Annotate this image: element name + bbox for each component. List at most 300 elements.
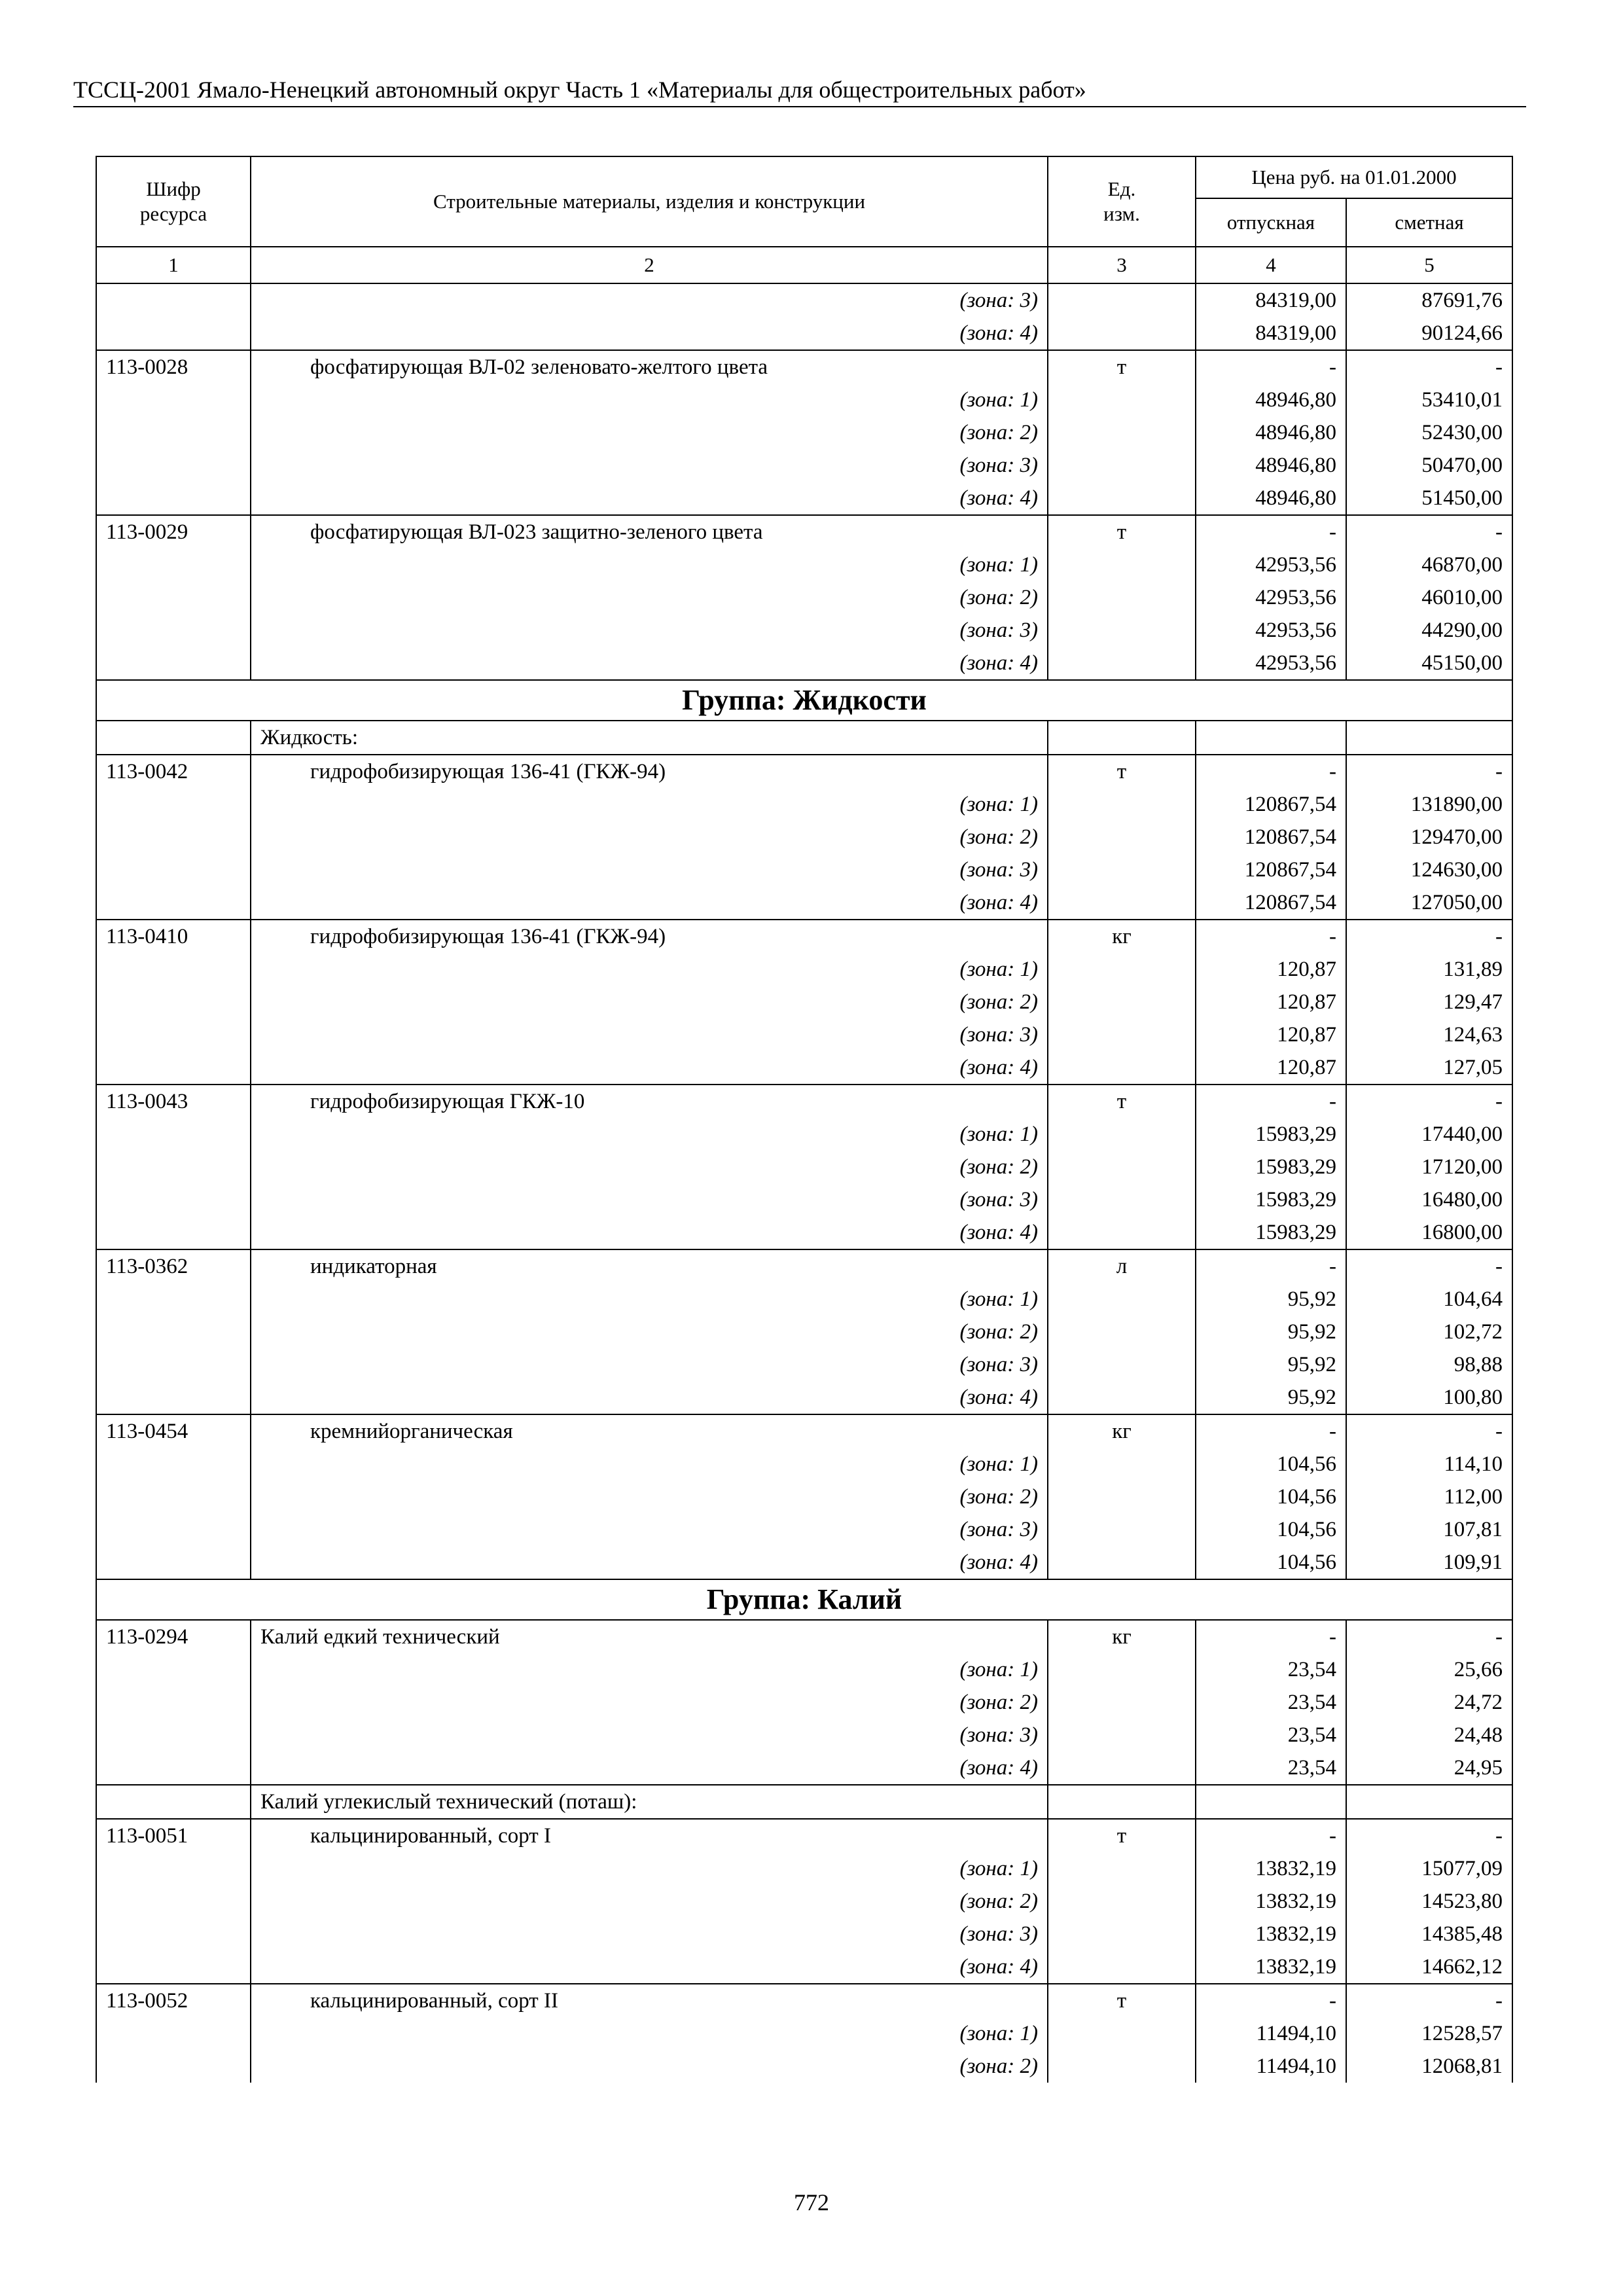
unit-cell (1048, 1448, 1196, 1480)
material-name: кальцинированный, сорт II (251, 1984, 1048, 2017)
code-cell (96, 2017, 251, 2050)
zone-row (96, 1751, 1512, 1785)
unit-cell: кг (1048, 1414, 1196, 1448)
estimate-price: 24,72 (1346, 1686, 1512, 1719)
code-cell (96, 953, 251, 986)
release-price: - (1196, 920, 1346, 953)
unit-cell (1048, 886, 1196, 920)
zone-row (96, 853, 1512, 886)
code-cell (96, 581, 251, 614)
zone-row (96, 1719, 1512, 1751)
zone-row (96, 986, 1512, 1018)
unit-cell (1048, 1686, 1196, 1719)
unit-cell (1048, 384, 1196, 416)
resource-code: 113-0028 (96, 350, 251, 384)
zone-row (96, 788, 1512, 821)
release-price: 104,56 (1196, 1513, 1346, 1546)
release-price: 104,56 (1196, 1448, 1346, 1480)
zone-row (96, 647, 1512, 680)
code-cell (96, 1348, 251, 1381)
item-row (96, 1819, 1512, 1852)
zone-label: (зона: 3) (251, 1719, 1048, 1751)
zone-row (96, 384, 1512, 416)
header-price-release: отпускная (1196, 198, 1346, 247)
zone-row (96, 1918, 1512, 1950)
release-price: 15983,29 (1196, 1183, 1346, 1216)
estimate-price (1346, 1785, 1512, 1819)
estimate-price: 124630,00 (1346, 853, 1512, 886)
resource-code: 113-0362 (96, 1249, 251, 1283)
zone-label: (зона: 1) (251, 1283, 1048, 1316)
release-price: 23,54 (1196, 1719, 1346, 1751)
material-name: кальцинированный, сорт I (251, 1819, 1048, 1852)
code-cell (96, 614, 251, 647)
zone-label: (зона: 1) (251, 1448, 1048, 1480)
release-price: 120,87 (1196, 953, 1346, 986)
zone-label: (зона: 4) (251, 647, 1048, 680)
zone-label: (зона: 1) (251, 2017, 1048, 2050)
unit-cell (1048, 853, 1196, 886)
release-price: - (1196, 1249, 1346, 1283)
estimate-price: 16480,00 (1346, 1183, 1512, 1216)
subcategory-row (96, 721, 1512, 755)
estimate-price: - (1346, 755, 1512, 788)
release-price: 11494,10 (1196, 2017, 1346, 2050)
zone-row (96, 1051, 1512, 1085)
code-cell (96, 1751, 251, 1785)
estimate-price: 129470,00 (1346, 821, 1512, 853)
code-cell (96, 1785, 251, 1819)
estimate-price: 50470,00 (1346, 449, 1512, 482)
material-name: Калий едкий технический (251, 1620, 1048, 1653)
header-col-number-1: 1 (96, 247, 251, 283)
zone-label: (зона: 3) (251, 283, 1048, 317)
release-price: 42953,56 (1196, 548, 1346, 581)
item-row (96, 515, 1512, 548)
material-name: фосфатирующая ВЛ-02 зеленовато-желтого цвета (251, 350, 1048, 384)
estimate-price: 127050,00 (1346, 886, 1512, 920)
code-cell (96, 317, 251, 350)
code-cell (96, 788, 251, 821)
release-price: 48946,80 (1196, 449, 1346, 482)
unit-cell (1048, 1950, 1196, 1984)
estimate-price: 24,95 (1346, 1751, 1512, 1785)
estimate-price: - (1346, 1819, 1512, 1852)
unit-cell (1048, 1480, 1196, 1513)
unit-cell (1048, 1885, 1196, 1918)
resource-code: 113-0042 (96, 755, 251, 788)
zone-row (96, 2017, 1512, 2050)
zone-label: (зона: 2) (251, 1316, 1048, 1348)
subcategory-label: Жидкость: (251, 721, 1048, 755)
zone-row (96, 548, 1512, 581)
zone-label: (зона: 4) (251, 1546, 1048, 1579)
item-row (96, 1414, 1512, 1448)
unit-cell (1048, 1653, 1196, 1686)
price-table (96, 156, 1513, 2083)
estimate-price: 25,66 (1346, 1653, 1512, 1686)
code-cell (96, 886, 251, 920)
resource-code: 113-0454 (96, 1414, 251, 1448)
unit-cell (1048, 1852, 1196, 1885)
zone-row (96, 449, 1512, 482)
zone-label: (зона: 3) (251, 449, 1048, 482)
item-row (96, 1984, 1512, 2017)
estimate-price: 17440,00 (1346, 1118, 1512, 1151)
estimate-price: 87691,76 (1346, 283, 1512, 317)
unit-cell (1048, 548, 1196, 581)
release-price: - (1196, 755, 1346, 788)
material-name: гидрофобизирующая 136-41 (ГКЖ-94) (251, 755, 1048, 788)
code-cell (96, 1885, 251, 1918)
zone-row (96, 1316, 1512, 1348)
zone-label: (зона: 4) (251, 1051, 1048, 1085)
code-cell (96, 853, 251, 886)
item-row (96, 1085, 1512, 1118)
zone-label: (зона: 3) (251, 1183, 1048, 1216)
unit-cell (1048, 2017, 1196, 2050)
header-unit: Ед. изм. (1048, 156, 1196, 247)
code-cell (96, 548, 251, 581)
estimate-price: 16800,00 (1346, 1216, 1512, 1249)
zone-label: (зона: 2) (251, 2050, 1048, 2083)
unit-cell (1048, 1183, 1196, 1216)
zone-row (96, 1950, 1512, 1984)
release-price: 104,56 (1196, 1546, 1346, 1579)
unit-cell (1048, 953, 1196, 986)
estimate-price: 127,05 (1346, 1051, 1512, 1085)
unit-cell (1048, 1018, 1196, 1051)
estimate-price: 107,81 (1346, 1513, 1512, 1546)
release-price: 120,87 (1196, 1051, 1346, 1085)
unit-cell (1048, 2050, 1196, 2083)
unit-cell (1048, 1719, 1196, 1751)
header-col-number-4: 4 (1196, 247, 1346, 283)
zone-label: (зона: 4) (251, 317, 1048, 350)
unit-cell (1048, 416, 1196, 449)
release-price: 42953,56 (1196, 647, 1346, 680)
zone-label: (зона: 1) (251, 953, 1048, 986)
release-price: 48946,80 (1196, 384, 1346, 416)
zone-label: (зона: 1) (251, 548, 1048, 581)
release-price: 23,54 (1196, 1653, 1346, 1686)
table-header (96, 156, 1512, 283)
zone-label: (зона: 2) (251, 1151, 1048, 1183)
release-price: 42953,56 (1196, 614, 1346, 647)
item-row (96, 755, 1512, 788)
release-price: 11494,10 (1196, 2050, 1346, 2083)
zone-row (96, 1686, 1512, 1719)
zone-label: (зона: 4) (251, 482, 1048, 515)
release-price: 15983,29 (1196, 1216, 1346, 1249)
zone-label: (зона: 2) (251, 821, 1048, 853)
estimate-price: 53410,01 (1346, 384, 1512, 416)
unit-cell: кг (1048, 920, 1196, 953)
code-cell (96, 1686, 251, 1719)
unit-cell (1048, 1118, 1196, 1151)
code-cell (96, 1151, 251, 1183)
unit-cell (1048, 1283, 1196, 1316)
code-cell (96, 1513, 251, 1546)
zone-label: (зона: 3) (251, 853, 1048, 886)
code-cell (96, 821, 251, 853)
zone-row (96, 953, 1512, 986)
unit-cell (1048, 721, 1196, 755)
release-price: 120,87 (1196, 1018, 1346, 1051)
estimate-price: 131890,00 (1346, 788, 1512, 821)
estimate-price: 14385,48 (1346, 1918, 1512, 1950)
release-price: 95,92 (1196, 1381, 1346, 1414)
unit-cell (1048, 1546, 1196, 1579)
unit-cell (1048, 1316, 1196, 1348)
header-code: Шифр ресурса (96, 156, 251, 247)
header-col-number-3: 3 (1048, 247, 1196, 283)
zone-label: (зона: 2) (251, 416, 1048, 449)
unit-cell (1048, 283, 1196, 317)
zone-row (96, 1118, 1512, 1151)
release-price: 120,87 (1196, 986, 1346, 1018)
estimate-price: - (1346, 920, 1512, 953)
code-cell (96, 1448, 251, 1480)
release-price: 95,92 (1196, 1348, 1346, 1381)
code-cell (96, 1852, 251, 1885)
release-price: 15983,29 (1196, 1118, 1346, 1151)
header-price-estimate: сметная (1346, 198, 1512, 247)
header-col-number-5: 5 (1346, 247, 1512, 283)
unit-cell (1048, 821, 1196, 853)
zone-label: (зона: 4) (251, 1950, 1048, 1984)
zone-label: (зона: 4) (251, 1216, 1048, 1249)
release-price: 23,54 (1196, 1751, 1346, 1785)
estimate-price: 44290,00 (1346, 614, 1512, 647)
code-cell (96, 449, 251, 482)
resource-code: 113-0051 (96, 1819, 251, 1852)
code-cell (96, 1950, 251, 1984)
zone-label: (зона: 1) (251, 1118, 1048, 1151)
estimate-price: 52430,00 (1346, 416, 1512, 449)
resource-code: 113-0029 (96, 515, 251, 548)
estimate-price: 14662,12 (1346, 1950, 1512, 1984)
estimate-price: 46010,00 (1346, 581, 1512, 614)
zone-row (96, 1480, 1512, 1513)
material-name: гидрофобизирующая ГКЖ-10 (251, 1085, 1048, 1118)
estimate-price: 98,88 (1346, 1348, 1512, 1381)
zone-row (96, 416, 1512, 449)
zone-row (96, 1151, 1512, 1183)
zone-row (96, 1018, 1512, 1051)
resource-code: 113-0294 (96, 1620, 251, 1653)
resource-code: 113-0052 (96, 1984, 251, 2017)
release-price: 13832,19 (1196, 1950, 1346, 1984)
unit-cell: л (1048, 1249, 1196, 1283)
code-cell (96, 721, 251, 755)
unit-cell (1048, 1216, 1196, 1249)
release-price: - (1196, 1085, 1346, 1118)
estimate-price: 90124,66 (1346, 317, 1512, 350)
unit-cell: т (1048, 755, 1196, 788)
code-cell (96, 1381, 251, 1414)
zone-label: (зона: 4) (251, 1381, 1048, 1414)
estimate-price: 51450,00 (1346, 482, 1512, 515)
release-price: 120867,54 (1196, 788, 1346, 821)
unit-cell (1048, 1151, 1196, 1183)
zone-row (96, 821, 1512, 853)
unit-cell (1048, 788, 1196, 821)
release-price: 95,92 (1196, 1316, 1346, 1348)
code-cell (96, 986, 251, 1018)
group-heading: Группа: Калий (96, 1579, 1512, 1620)
page-number: 772 (794, 2189, 829, 2215)
unit-cell: т (1048, 1085, 1196, 1118)
unit-cell (1048, 482, 1196, 515)
unit-cell (1048, 986, 1196, 1018)
group-heading-row (96, 1579, 1512, 1620)
code-cell (96, 482, 251, 515)
estimate-price: 100,80 (1346, 1381, 1512, 1414)
code-cell (96, 1183, 251, 1216)
release-price (1196, 721, 1346, 755)
page-header-title: ТССЦ-2001 Ямало-Ненецкий автономный округ Часть 1 «Материалы для общестроительных работ» (73, 73, 1526, 107)
zone-label: (зона: 1) (251, 1852, 1048, 1885)
zone-label: (зона: 2) (251, 986, 1048, 1018)
estimate-price: 102,72 (1346, 1316, 1512, 1348)
zone-row (96, 886, 1512, 920)
release-price: 95,92 (1196, 1283, 1346, 1316)
release-price: - (1196, 350, 1346, 384)
zone-row (96, 614, 1512, 647)
unit-cell (1048, 1751, 1196, 1785)
zone-label: (зона: 3) (251, 1513, 1048, 1546)
release-price: 104,56 (1196, 1480, 1346, 1513)
item-row (96, 350, 1512, 384)
unit-cell (1048, 1348, 1196, 1381)
unit-cell (1048, 317, 1196, 350)
release-price: 84319,00 (1196, 283, 1346, 317)
estimate-price: 24,48 (1346, 1719, 1512, 1751)
material-name: фосфатирующая ВЛ-023 защитно-зеленого цвета (251, 515, 1048, 548)
unit-cell: т (1048, 1984, 1196, 2017)
estimate-price: 129,47 (1346, 986, 1512, 1018)
release-price (1196, 1785, 1346, 1819)
material-name: кремнийорганическая (251, 1414, 1048, 1448)
estimate-price: 112,00 (1346, 1480, 1512, 1513)
zone-row (96, 1381, 1512, 1414)
zone-label: (зона: 1) (251, 384, 1048, 416)
release-price: 13832,19 (1196, 1852, 1346, 1885)
release-price: 23,54 (1196, 1686, 1346, 1719)
zone-row (96, 2050, 1512, 2083)
zone-row (96, 1513, 1512, 1546)
estimate-price: 12528,57 (1346, 2017, 1512, 2050)
release-price: - (1196, 1414, 1346, 1448)
zone-row (96, 283, 1512, 317)
zone-row (96, 581, 1512, 614)
zone-label: (зона: 4) (251, 886, 1048, 920)
estimate-price: 45150,00 (1346, 647, 1512, 680)
item-row (96, 1249, 1512, 1283)
estimate-price: - (1346, 350, 1512, 384)
estimate-price: 17120,00 (1346, 1151, 1512, 1183)
unit-cell (1048, 614, 1196, 647)
zone-row (96, 1183, 1512, 1216)
zone-row (96, 317, 1512, 350)
code-cell (96, 1018, 251, 1051)
release-price: 84319,00 (1196, 317, 1346, 350)
estimate-price: - (1346, 1414, 1512, 1448)
estimate-price: 14523,80 (1346, 1885, 1512, 1918)
estimate-price: 114,10 (1346, 1448, 1512, 1480)
group-heading-row (96, 680, 1512, 721)
estimate-price: - (1346, 1085, 1512, 1118)
estimate-price: 131,89 (1346, 953, 1512, 986)
zone-label: (зона: 4) (251, 1751, 1048, 1785)
unit-cell (1048, 1918, 1196, 1950)
item-row (96, 1620, 1512, 1653)
unit-cell (1048, 581, 1196, 614)
unit-cell: т (1048, 515, 1196, 548)
release-price: 120867,54 (1196, 821, 1346, 853)
release-price: - (1196, 1819, 1346, 1852)
code-cell (96, 416, 251, 449)
item-row (96, 920, 1512, 953)
code-cell (96, 283, 251, 317)
release-price: 120867,54 (1196, 886, 1346, 920)
zone-row (96, 1546, 1512, 1579)
estimate-price: - (1346, 1984, 1512, 2017)
code-cell (96, 1719, 251, 1751)
code-cell (96, 384, 251, 416)
estimate-price: - (1346, 1620, 1512, 1653)
release-price: 42953,56 (1196, 581, 1346, 614)
zone-row (96, 1448, 1512, 1480)
table-body (96, 283, 1512, 2083)
code-cell (96, 1051, 251, 1085)
code-cell (96, 647, 251, 680)
zone-row (96, 482, 1512, 515)
resource-code: 113-0410 (96, 920, 251, 953)
estimate-price: 15077,09 (1346, 1852, 1512, 1885)
material-name: гидрофобизирующая 136-41 (ГКЖ-94) (251, 920, 1048, 953)
estimate-price: 124,63 (1346, 1018, 1512, 1051)
code-cell (96, 1118, 251, 1151)
code-cell (96, 1216, 251, 1249)
zone-label: (зона: 1) (251, 1653, 1048, 1686)
zone-label: (зона: 2) (251, 1885, 1048, 1918)
release-price: 48946,80 (1196, 416, 1346, 449)
unit-cell (1048, 1785, 1196, 1819)
unit-cell: кг (1048, 1620, 1196, 1653)
unit-cell (1048, 1051, 1196, 1085)
code-cell (96, 1653, 251, 1686)
zone-label: (зона: 3) (251, 1348, 1048, 1381)
code-cell (96, 1283, 251, 1316)
code-cell (96, 2050, 251, 2083)
code-cell (96, 1316, 251, 1348)
code-cell (96, 1480, 251, 1513)
estimate-price (1346, 721, 1512, 755)
zone-row (96, 1283, 1512, 1316)
unit-cell (1048, 449, 1196, 482)
estimate-price: 104,64 (1346, 1283, 1512, 1316)
code-cell (96, 1546, 251, 1579)
release-price: 13832,19 (1196, 1885, 1346, 1918)
estimate-price: 46870,00 (1346, 548, 1512, 581)
estimate-price: 109,91 (1346, 1546, 1512, 1579)
subcategory-row (96, 1785, 1512, 1819)
resource-code: 113-0043 (96, 1085, 251, 1118)
header-col-number-2: 2 (251, 247, 1048, 283)
zone-row (96, 1653, 1512, 1686)
